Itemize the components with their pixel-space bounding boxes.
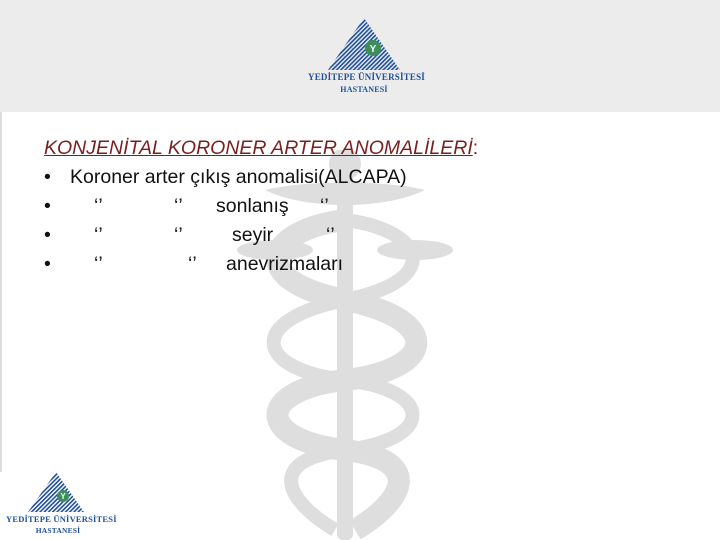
title-line: [44, 134, 684, 163]
ditto-mark: ‘’: [94, 224, 103, 246]
logo-badge-letter: Y: [369, 44, 377, 55]
bullet-text: Koroner arter çıkış anomalisi(ALCAPA): [70, 166, 407, 188]
left-divider: [0, 112, 2, 472]
bullet-marker: •: [44, 195, 51, 217]
logo-name-line2: HASTANESİ: [35, 526, 81, 535]
list-item: [44, 192, 684, 221]
bullet-text: seyir: [232, 224, 274, 246]
hospital-logo-icon: [328, 18, 400, 70]
bullet-text: sonlanış: [216, 195, 289, 217]
list-item: [44, 221, 684, 250]
ditto-mark: ‘’: [320, 195, 329, 217]
title-colon: :: [472, 137, 479, 159]
hospital-logo-icon: [28, 472, 84, 512]
logo-name-line1: YEDİTEPE ÜNİVERSİTESİ: [308, 72, 425, 82]
hospital-logo-footer: [6, 470, 117, 540]
list-item: [44, 163, 684, 192]
list-item: [44, 250, 684, 279]
ditto-mark: ‘’: [174, 224, 183, 246]
bullet-marker: •: [44, 224, 51, 246]
ditto-mark: ‘’: [174, 195, 183, 217]
ditto-mark: ‘’: [94, 253, 103, 275]
slide-title: KONJENİTAL KORONER ARTER ANOMALİLERİ: [44, 137, 473, 159]
logo-name-line1: YEDİTEPE ÜNİVERSİTESİ: [6, 514, 117, 524]
bullet-text: anevrizmaları: [226, 253, 344, 275]
logo-name-line2: HASTANESİ: [340, 85, 388, 94]
slide-content: [44, 134, 684, 279]
hospital-logo: [308, 18, 425, 98]
bullet-marker: •: [44, 166, 51, 188]
logo-badge-letter: Y: [60, 492, 66, 501]
ditto-mark: ‘’: [94, 195, 103, 217]
bullet-marker: •: [44, 253, 51, 275]
ditto-mark: ‘’: [188, 253, 197, 275]
ditto-mark: ‘’: [326, 224, 335, 246]
